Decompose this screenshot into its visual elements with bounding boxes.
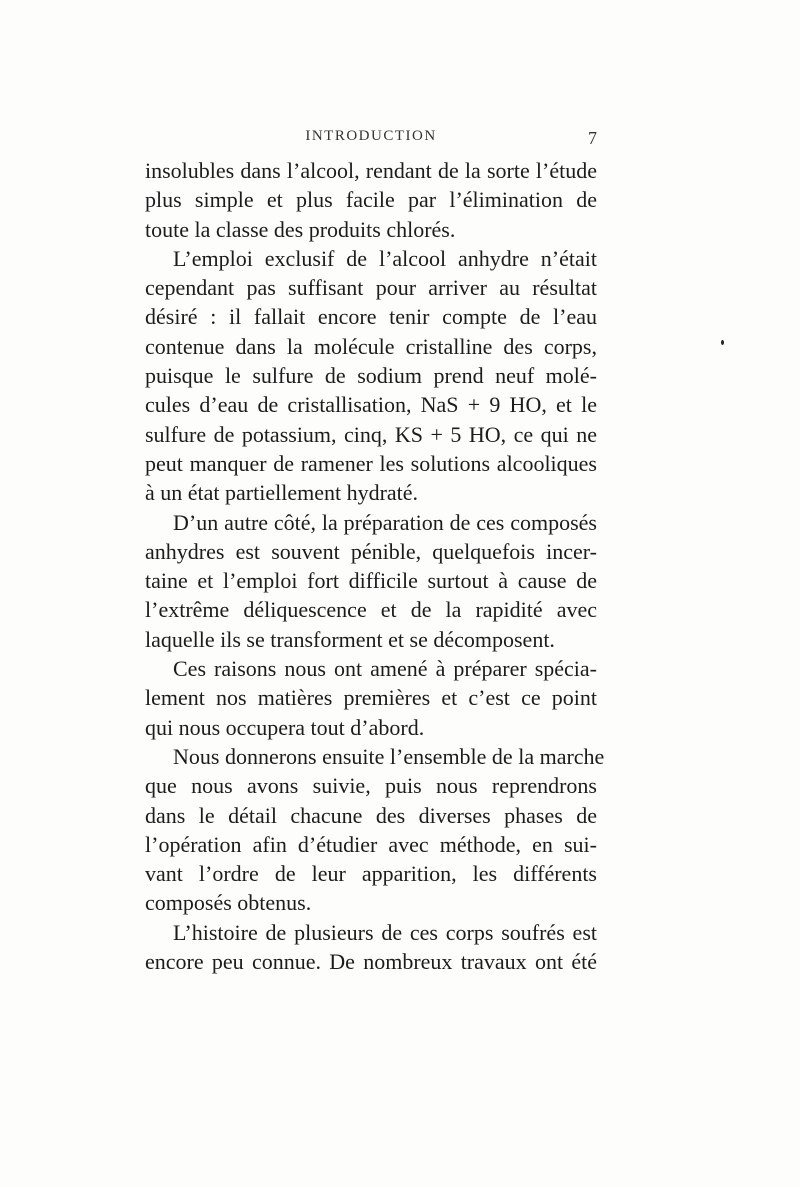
- text-line: Ces raisons nous ont amené à préparer spécia-: [173, 656, 597, 682]
- page-header: [145, 128, 597, 152]
- text-line: l’extrême déliquescence et de la rapidité avec: [145, 597, 597, 623]
- text-line: L’histoire de plusieurs de ces corps soufrés est: [173, 919, 597, 945]
- text-line: insolubles dans l’alcool, rendant de la sorte l’étude: [145, 158, 597, 183]
- text-line: laquelle ils se transforment et se décomposent.: [145, 626, 555, 652]
- text-line: cependant pas suffisant pour arriver au résultat: [145, 275, 597, 301]
- text-line: peut manquer de ramener les solutions alcooliques: [145, 450, 597, 476]
- text-line: lement nos matières premières et c’est ce point: [145, 685, 597, 711]
- text-line: puisque le sulfure de sodium prend neuf molé-: [145, 363, 597, 389]
- text-line: anhydres est souvent pénible, quelquefois incer-: [145, 538, 597, 564]
- text-line: Nous donnerons ensuite l’ensemble de la marche: [173, 743, 605, 769]
- text-line: l’opération afin d’étudier avec méthode, en sui-: [145, 831, 597, 857]
- body-text: [145, 156, 605, 976]
- paper-speck: [721, 340, 724, 345]
- text-line: taine et l’emploi fort difficile surtout à cause de: [145, 568, 597, 594]
- text-line: cules d’eau de cristallisation, NaS + 9 HO, et le: [145, 392, 597, 418]
- text-line: composés obtenus.: [145, 890, 312, 916]
- text-line: dans le détail chacune des diverses phases de: [145, 802, 597, 828]
- text-line: qui nous occupera tout d’abord.: [145, 714, 425, 740]
- text-line: contenue dans la molécule cristalline des corps,: [145, 333, 597, 359]
- text-line: L’emploi exclusif de l’alcool anhydre n’était: [173, 245, 597, 271]
- text-line: à un état partiellement hydraté.: [145, 480, 419, 506]
- running-head: INTRODUCTION: [305, 128, 437, 144]
- text-line: encore peu connue. De nombreux travaux ont été: [145, 949, 597, 975]
- page-number: 7: [588, 128, 597, 148]
- text-line: plus simple et plus facile par l’élimination de: [145, 187, 597, 213]
- text-line: toute la classe des produits chlorés.: [145, 216, 456, 242]
- text-line: vant l’ordre de leur apparition, les différents: [145, 861, 597, 887]
- text-line: D’un autre côté, la préparation de ces composés: [173, 509, 597, 535]
- text-line: sulfure de potassium, cinq, KS + 5 HO, ce qui ne: [145, 421, 597, 447]
- text-line: que nous avons suivie, puis nous reprendrons: [145, 773, 597, 799]
- text-line: désiré : il fallait encore tenir compte de l’eau: [145, 304, 597, 330]
